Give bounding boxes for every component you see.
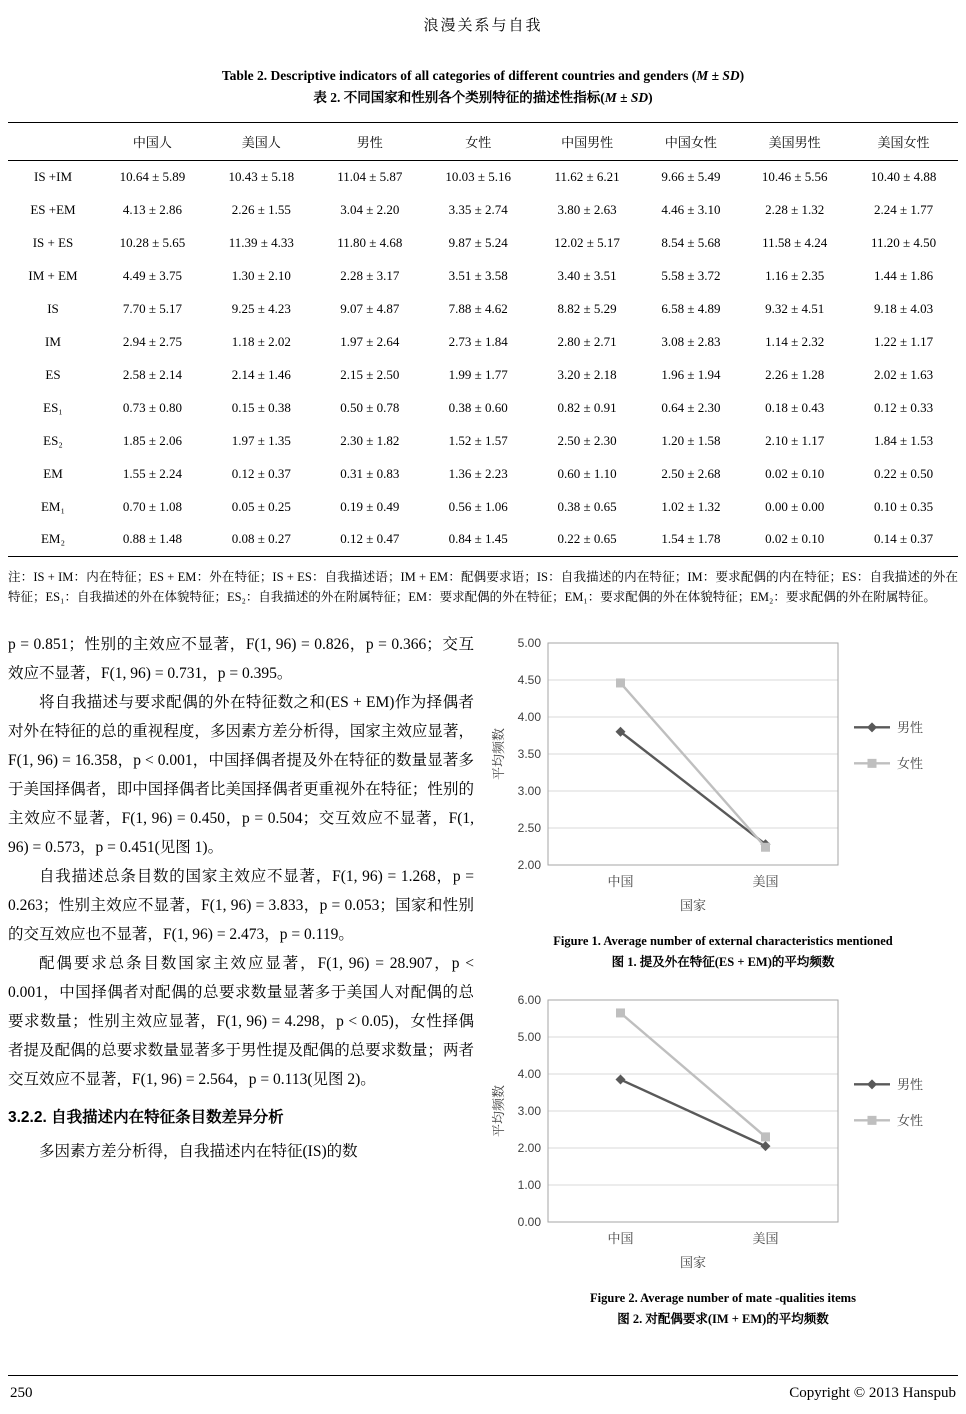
y-tick-label: 4.00: [517, 1066, 541, 1081]
cell-value: 11.04 ± 5.87: [337, 168, 403, 184]
table-row: [8, 193, 958, 226]
cell-value: 0.12 ± 0.37: [231, 465, 291, 481]
y-tick-label: 1.00: [517, 1177, 541, 1192]
table-title-msd: M ± SD: [696, 68, 740, 83]
cell-value: 12.02 ± 5.17: [554, 234, 620, 250]
column-header: 美国男性: [740, 122, 849, 160]
y-tick-label: 3.00: [517, 784, 541, 799]
legend-marker: [868, 1115, 877, 1124]
cell-value: 9.66 ± 5.49: [661, 168, 721, 184]
table-row: [8, 325, 958, 358]
cell-value: 0.02 ± 0.10: [765, 531, 825, 547]
running-head: 浪漫关系与自我: [423, 18, 543, 34]
figure1-caption: [488, 931, 958, 974]
cell-value: 1.16 ± 2.35: [765, 267, 825, 283]
cell-value: 2.14 ± 1.46: [231, 366, 291, 382]
figure-2: [488, 988, 958, 1331]
cell-value: 11.62 ± 6.21: [554, 168, 620, 184]
cell-value: 3.80 ± 2.63: [557, 201, 617, 217]
cell-value: 1.18 ± 2.02: [231, 333, 291, 349]
series-marker: [761, 1132, 770, 1141]
cell-value: 9.07 ± 4.87: [340, 300, 400, 316]
cell-value: 8.54 ± 5.68: [661, 234, 721, 250]
legend-marker: [868, 759, 877, 768]
legend-label: 女性: [897, 1112, 924, 1128]
legend-label: 女性: [897, 755, 924, 771]
cell-value: 10.28 ± 5.65: [119, 234, 186, 250]
table-row: [8, 259, 958, 292]
column-header: 中国女性: [642, 122, 741, 160]
paragraph: 将自我描述与要求配偶的外在特征数之和(ES + EM)作为择偶者对外在特征的总的重视程度，多因素方差分析得，国家主效应显著，F(1, 96) = 16.358，p < 0.001，中国择偶者提及外在特征的数量显著多于美国择偶者，即中国择偶者比美国择偶者更重视外在特征；性别的主效应不显著，F(1, 96) = 0.450，p = 0.504；交互效应不显著，F(1, 96) = 0.573，p = 0.451(见图 1)。: [8, 694, 474, 856]
cell-value: 2.58 ± 2.14: [122, 366, 182, 382]
cell-value: 3.04 ± 2.20: [340, 201, 400, 217]
column-header: 美国女性: [849, 122, 958, 160]
table-row: [8, 490, 958, 523]
cell-value: 0.56 ± 1.06: [448, 498, 508, 514]
series-line: [621, 1079, 766, 1146]
cell-value: 0.50 ± 0.78: [340, 399, 400, 415]
cell-value: 11.39 ± 4.33: [228, 234, 294, 250]
cell-value: 2.28 ± 3.17: [340, 267, 400, 283]
table-body: [8, 160, 958, 556]
empty-corner-cell: [8, 122, 98, 160]
cell-value: 1.52 ± 1.57: [448, 432, 508, 448]
cell-value: 6.58 ± 4.89: [661, 300, 721, 316]
body-text-column: [8, 631, 474, 1330]
table-row: [8, 391, 958, 424]
paragraph: p = 0.851；性别的主效应不显著，F(1, 96) = 0.826，p = 0.366；交互效应不显著，F(1, 96) = 0.731，p = 0.395。: [8, 636, 474, 683]
cell-value: 1.55 ± 2.24: [122, 465, 182, 481]
legend-label: 男性: [897, 719, 924, 735]
cell-value: 1.96 ± 1.94: [661, 366, 721, 382]
series-marker: [616, 678, 625, 687]
cell-value: 0.15 ± 0.38: [231, 399, 291, 415]
cell-value: 11.20 ± 4.50: [870, 234, 937, 250]
row-label: EM: [43, 465, 63, 481]
cell-value: 0.64 ± 2.30: [661, 399, 721, 415]
cell-value: 1.36 ± 2.23: [448, 465, 508, 481]
table-row: [8, 424, 958, 457]
cell-value: 8.82 ± 5.29: [557, 300, 617, 316]
figure2-caption-en: Figure 2. Average number of mate -qualities items: [590, 1290, 856, 1305]
series-line: [621, 683, 766, 847]
cell-value: 0.60 ± 1.10: [557, 465, 617, 481]
table-row: [8, 292, 958, 325]
table-title-zh: [8, 87, 958, 109]
cell-value: 3.20 ± 2.18: [557, 366, 617, 382]
table-row: [8, 358, 958, 391]
y-axis-title: 平均频数: [491, 728, 506, 781]
table-title-zh-text: 表 2. 不同国家和性别各个类别特征的描述性指标(: [313, 90, 605, 106]
cell-value: 1.30 ± 2.10: [231, 267, 291, 283]
y-tick-label: 6.00: [517, 992, 541, 1007]
cell-value: 3.08 ± 2.83: [661, 333, 721, 349]
cell-value: 1.20 ± 1.58: [661, 432, 721, 448]
cell-value: 0.05 ± 0.25: [231, 498, 291, 514]
cell-value: 5.58 ± 3.72: [661, 267, 721, 283]
y-tick-label: 3.50: [517, 747, 541, 762]
y-tick-label: 2.50: [517, 821, 541, 836]
table-row: [8, 160, 958, 193]
row-label: ES₁: [43, 399, 63, 415]
row-label: IM: [45, 333, 61, 349]
paragraph: 自我描述总条目数的国家主效应不显著，F(1, 96) = 1.268，p = 0.263；性别主效应不显著，F(1, 96) = 3.833，p = 0.053；国家和性别的交互效应也不显著，F(1, 96) = 2.473，p = 0.119。: [8, 867, 474, 943]
copyright: Copyright © 2013 Hanspub: [789, 1385, 956, 1401]
y-tick-label: 4.50: [517, 673, 541, 688]
table-row: [8, 457, 958, 490]
descriptives-table: [8, 122, 958, 557]
y-tick-label: 0.00: [517, 1214, 541, 1229]
cell-value: 2.80 ± 2.71: [557, 333, 617, 349]
page-footer: [8, 1375, 958, 1406]
cell-value: 2.28 ± 1.32: [765, 201, 825, 217]
table-header-row: [8, 122, 958, 160]
cell-value: 4.46 ± 3.10: [661, 201, 721, 217]
cell-value: 9.32 ± 4.51: [765, 300, 825, 316]
cell-value: 2.26 ± 1.55: [231, 201, 291, 217]
cell-value: 4.49 ± 3.75: [122, 267, 182, 283]
x-category-label: 美国: [752, 874, 779, 890]
table-block: [8, 65, 958, 607]
cell-value: 0.18 ± 0.43: [765, 399, 825, 415]
series-marker: [616, 1074, 626, 1084]
table-row: [8, 226, 958, 259]
cell-value: 0.00 ± 0.00: [765, 498, 825, 514]
row-label: ES +EM: [30, 201, 76, 217]
cell-value: 0.10 ± 0.35: [873, 498, 934, 514]
cell-value: 9.18 ± 4.03: [873, 300, 934, 316]
cell-value: 0.19 ± 0.49: [340, 498, 400, 514]
cell-value: 0.12 ± 0.33: [873, 399, 934, 415]
section-heading: 3.2.2. 自我描述内在特征条目数差异分析: [8, 1108, 284, 1126]
column-header: 中国人: [98, 122, 207, 160]
x-category-label: 美国: [752, 1230, 779, 1246]
cell-value: 1.85 ± 2.06: [122, 432, 182, 448]
cell-value: 10.46 ± 5.56: [761, 168, 828, 184]
figure1-chart: [488, 631, 950, 923]
legend-marker: [867, 1079, 877, 1089]
cell-value: 2.50 ± 2.68: [661, 465, 721, 481]
table-title-msd-zh: M ± SD: [604, 90, 649, 106]
x-axis-title: 国家: [679, 898, 707, 914]
row-label: EM₁: [40, 498, 66, 514]
cell-value: 11.80 ± 4.68: [337, 234, 403, 250]
y-tick-label: 3.00: [517, 1103, 541, 1118]
column-header: 美国人: [207, 122, 316, 160]
cell-value: 2.94 ± 2.75: [122, 333, 182, 349]
cell-value: 3.40 ± 3.51: [557, 267, 617, 283]
cell-value: 0.88 ± 1.48: [122, 531, 182, 547]
table-note: 注：IS + IM：内在特征；ES + EM：外在特征；IS + ES：自我描述语；IM + EM：配偶要求语；IS：自我描述的内在特征；IM：要求配偶的内在特征；ES：自我描述的外在特征；ES₁：自我描述的外在体貌特征；ES₂：自我描述的外在附属特征；EM：要求配偶的外在特征；EM₁：要求配偶的外在体貌特征；EM₂：要求配偶的外在附属特征。: [8, 569, 958, 604]
y-tick-label: 4.00: [517, 710, 541, 725]
row-label: IM + EM: [28, 267, 78, 283]
row-label: IS +IM: [33, 168, 73, 184]
cell-value: 1.02 ± 1.32: [661, 498, 721, 514]
paragraph: 多因素方差分析得，自我描述内在特征(IS)的数: [39, 1142, 358, 1160]
y-tick-label: 2.00: [517, 1140, 541, 1155]
y-tick-label: 5.00: [517, 1029, 541, 1044]
two-column-layout: [8, 631, 958, 1330]
cell-value: 0.70 ± 1.08: [122, 498, 182, 514]
row-label: ES: [45, 366, 61, 382]
cell-value: 3.35 ± 2.74: [448, 201, 508, 217]
cell-value: 2.24 ± 1.77: [873, 201, 934, 217]
cell-value: 2.02 ± 1.63: [873, 366, 934, 382]
cell-value: 0.22 ± 0.50: [873, 465, 934, 481]
cell-value: 0.38 ± 0.65: [557, 498, 617, 514]
figures-column: [488, 631, 958, 1330]
table-title: [8, 65, 958, 110]
figure2-chart: [488, 988, 950, 1280]
cell-value: 3.51 ± 3.58: [448, 267, 508, 283]
paragraph: 配偶要求总条目数国家主效应显著，F(1, 96) = 28.907，p < 0.001，中国择偶者对配偶的总要求数量显著多于美国人对配偶的总要求数量；性别主效应显著，F(1, 96) = 4.298，p < 0.05)，女性择偶者提及配偶的总要求数量显著多于男性提及配偶的总要求数量；两者交互效应不显著，F(1, 96) = 2.564，p = 0.113(见图 2)。: [8, 954, 474, 1088]
series-line: [621, 1012, 766, 1136]
cell-value: 9.25 ± 4.23: [231, 300, 291, 316]
cell-value: 2.73 ± 1.84: [448, 333, 508, 349]
table-title-en-text: Table 2. Descriptive indicators of all categories of different countries and genders (: [221, 68, 697, 83]
cell-value: 4.13 ± 2.86: [122, 201, 182, 217]
cell-value: 7.70 ± 5.17: [122, 300, 182, 316]
cell-value: 0.38 ± 0.60: [448, 399, 508, 415]
row-label: ES₂: [43, 432, 63, 448]
row-label: IS + ES: [32, 234, 74, 250]
cell-value: 0.84 ± 1.45: [448, 531, 508, 547]
cell-value: 10.64 ± 5.89: [119, 168, 186, 184]
x-axis-title: 国家: [679, 1254, 707, 1270]
series-line: [621, 732, 766, 844]
cell-value: 1.99 ± 1.77: [448, 366, 508, 382]
cell-value: 1.14 ± 2.32: [765, 333, 825, 349]
x-category-label: 中国: [607, 874, 634, 890]
cell-value: 10.40 ± 4.88: [870, 168, 937, 184]
figure1-caption-zh: 图 1. 提及外在特征(ES + EM)的平均频数: [611, 955, 835, 970]
table-title-en: [8, 65, 958, 87]
cell-value: 1.22 ± 1.17: [873, 333, 934, 349]
figure2-caption: [488, 1288, 958, 1331]
table-row: [8, 523, 958, 556]
cell-value: 0.02 ± 0.10: [765, 465, 825, 481]
cell-value: 2.50 ± 2.30: [557, 432, 617, 448]
series-marker: [761, 1141, 771, 1151]
y-tick-label: 2.00: [517, 858, 541, 873]
cell-value: 1.84 ± 1.53: [873, 432, 934, 448]
cell-value: 7.88 ± 4.62: [448, 300, 508, 316]
cell-value: 1.97 ± 2.64: [340, 333, 400, 349]
page-number: 250: [10, 1385, 33, 1401]
cell-value: 2.26 ± 1.28: [765, 366, 825, 382]
legend-label: 男性: [897, 1076, 924, 1092]
cell-value: 2.10 ± 1.17: [765, 432, 825, 448]
table-title-en-paren: ): [739, 68, 745, 83]
series-marker: [761, 843, 770, 852]
y-axis-title: 平均频数: [491, 1084, 506, 1137]
cell-value: 0.14 ± 0.37: [873, 531, 934, 547]
cell-value: 1.54 ± 1.78: [661, 531, 721, 547]
cell-value: 10.03 ± 5.16: [445, 168, 512, 184]
cell-value: 11.58 ± 4.24: [762, 234, 828, 250]
figure-1: [488, 631, 958, 974]
row-label: EM₂: [40, 531, 66, 547]
cell-value: 2.15 ± 2.50: [340, 366, 400, 382]
figure1-caption-en: Figure 1. Average number of external characteristics mentioned: [553, 934, 893, 949]
table-title-zh-paren: ): [648, 90, 653, 106]
cell-value: 9.87 ± 5.24: [448, 234, 508, 250]
figure2-caption-zh: 图 2. 对配偶要求(IM + EM)的平均频数: [617, 1311, 829, 1326]
cell-value: 2.30 ± 1.82: [340, 432, 400, 448]
cell-value: 0.22 ± 0.65: [557, 531, 617, 547]
cell-value: 0.31 ± 0.83: [340, 465, 400, 481]
cell-value: 0.73 ± 0.80: [122, 399, 182, 415]
legend-marker: [867, 722, 877, 732]
cell-value: 0.08 ± 0.27: [231, 531, 291, 547]
cell-value: 0.12 ± 0.47: [340, 531, 400, 547]
row-label: IS: [47, 300, 59, 316]
cell-value: 0.82 ± 0.91: [557, 399, 617, 415]
cell-value: 1.44 ± 1.86: [873, 267, 934, 283]
series-marker: [616, 1008, 625, 1017]
y-tick-label: 5.00: [517, 636, 541, 651]
column-header: 男性: [316, 122, 424, 160]
cell-value: 10.43 ± 5.18: [228, 168, 295, 184]
cell-value: 1.97 ± 1.35: [231, 432, 291, 448]
x-category-label: 中国: [607, 1230, 634, 1246]
column-header: 中国男性: [533, 122, 642, 160]
column-header: 女性: [424, 122, 533, 160]
